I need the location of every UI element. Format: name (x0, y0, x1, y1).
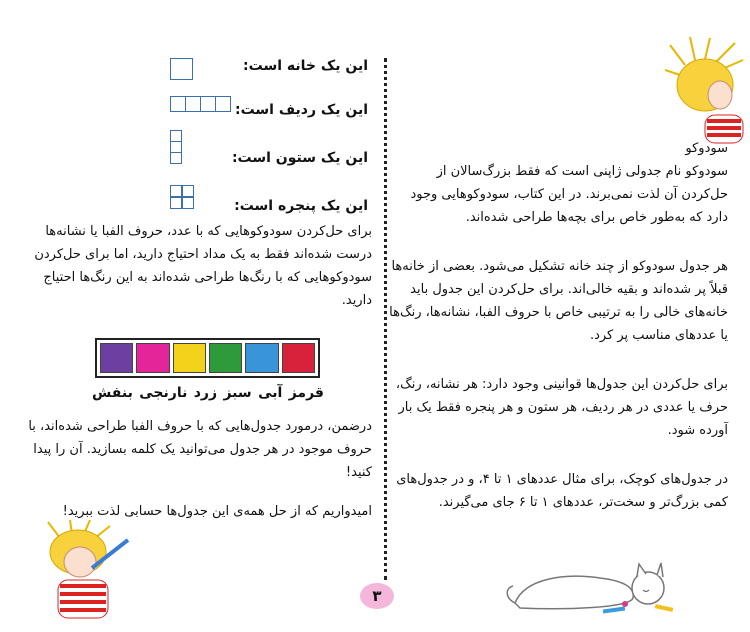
color-name-blue: آبی (258, 385, 283, 401)
example-row-label: این یک ردیف است: (234, 102, 368, 118)
example-cell-label: این یک خانه است: (243, 58, 368, 74)
page-number: ۳ (360, 583, 394, 609)
color-swatch (245, 343, 278, 373)
color-name-yellow: زرد (193, 385, 218, 401)
color-swatch (209, 343, 242, 373)
color-name-purple: بنفش (92, 385, 133, 401)
cat-illustration (505, 548, 685, 618)
structure-paragraph: هر جدول سودوکو از چند خانه تشکیل می‌شود. بعضی از خانه‌ها قبلاً پر شده‌اند و بقیه خالی‌اند. برای حل‌کردن این جدول باید خانه‌های خالی را به ترتیبی خاص با حروف الفبا، نشانه‌ها، رنگ‌ها یا عددهای مناسب پر کرد. (389, 259, 728, 343)
example-cell-grid (170, 58, 193, 80)
sudoku-intro-section (388, 137, 728, 540)
column-divider (384, 58, 387, 580)
example-window-label: این یک پنجره است: (234, 198, 368, 214)
color-name-orange: نارنجی (139, 385, 188, 401)
color-swatch-strip (95, 338, 320, 378)
girl-illustration-bottom (40, 520, 135, 620)
color-swatch (282, 343, 315, 373)
sizes-paragraph: در جدول‌های کوچک، برای مثال عددهای ۱ تا ۴، و در جدول‌های کمی بزرگ‌تر و سخت‌تر، عددهای ۱ تا ۶ جای می‌گیرند. (396, 472, 728, 510)
girl-illustration-top (665, 35, 745, 145)
supplies-paragraph: برای حل‌کردن سودوکوهایی که با عدد، حروف الفبا یا نشانه‌ها درست شده‌اند فقط به یک مداد احتیاج دارید، اما برای حل‌کردن سودوکوهایی که با رنگ‌ها طراحی شده‌اند به این رنگ‌ها احتیاج دارید. (34, 224, 372, 308)
color-swatch (100, 343, 133, 373)
rules-paragraph: برای حل‌کردن این جدول‌ها قوانینی وجود دارد: هر نشانه، رنگ، حرف یا عددی در هر ردیف، هر ستون و هر پنجره فقط یک بار آورده شود. (395, 377, 728, 438)
example-row-grid (170, 96, 231, 112)
example-column-label: این یک ستون است: (231, 150, 368, 166)
color-swatch (136, 343, 169, 373)
color-name-green: سبز (223, 385, 252, 401)
alphabet-word-paragraph: درضمن، درمورد جدول‌هایی که با حروف الفبا طراحی شده‌اند، با حروف موجود در هر جدول می‌توانید یک کلمه بسازید. آن را پیدا کنید! (28, 419, 372, 480)
example-window-grid (170, 185, 194, 209)
example-column-grid (170, 130, 182, 164)
color-name-red: قرمز (288, 385, 324, 401)
intro-paragraph: سودوکو نام جدولی ژاپنی است که فقط بزرگ‌سالان از حل‌کردن آن لذت نمی‌برند. در این کتاب، سودوکوهایی وجود دارد که به‌طور خاص برای بچه‌ها طراحی شده‌اند. (410, 164, 728, 225)
color-names-row (92, 385, 324, 401)
closing-line: امیدواریم که از حل همه‌ی این جدول‌ها حسابی لذت ببرید! (62, 504, 372, 519)
color-swatch (173, 343, 206, 373)
section-heading: سودوکو (685, 141, 728, 156)
